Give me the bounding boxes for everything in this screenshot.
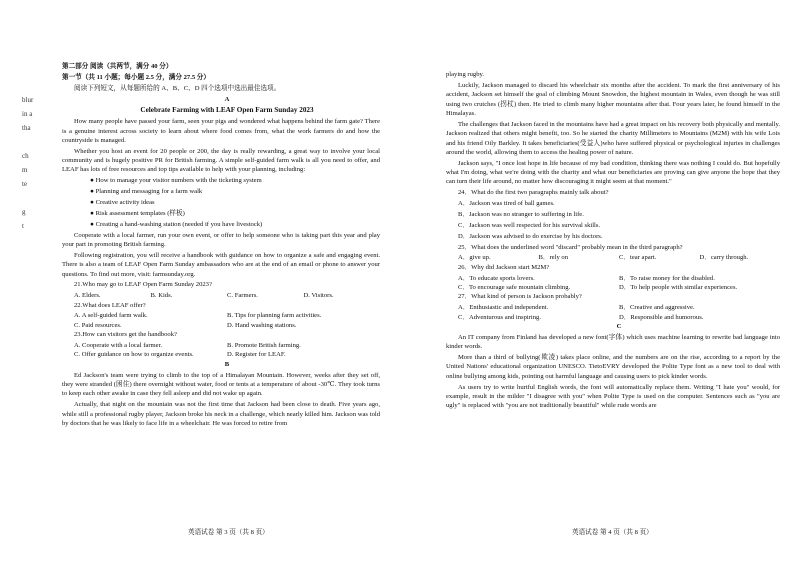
passage-b-letter: B bbox=[224, 360, 230, 368]
options-21 bbox=[74, 291, 380, 300]
left-column bbox=[62, 62, 380, 430]
option: C. Farmers. bbox=[227, 292, 258, 300]
option: B. Tips for planning farm activities. bbox=[227, 312, 322, 320]
paragraph: How many people have passed your farm, seen your pigs and wondered what happens behind the farm gate? There is a genuine interest across society to learn about where food comes from, what the work farmers do and how the countryside is managed. bbox=[62, 118, 380, 144]
section-heading: 第二部分 阅读（共两节，满分 40 分） bbox=[62, 63, 173, 70]
question-21: 21.Who may go to LEAF Open Farm Sunday 2023? bbox=[74, 281, 212, 289]
option: A. A self-guided farm walk. bbox=[74, 312, 148, 320]
bullet-item: ● Creative activity ideas bbox=[90, 199, 155, 207]
margin-note bbox=[22, 194, 38, 208]
option: B．Creative and aggressive. bbox=[619, 304, 695, 312]
paragraph: The challenges that Jackson faced in the mountains have had a great impact on his recovery both physically and mentally. Jackson realized that others might benefit, too. So he started the charity Millimeters to Mountains (M2M) with his wife Lois and his friend Oily Barkley. It takes beneficiaries(受益人)who have suffered physical or psychological injuries in challenges around the world, allowing them to access the healing power of nature. bbox=[446, 120, 780, 156]
question-26: 26．Why did Jackson start M2M? bbox=[458, 263, 550, 271]
subsection-heading: 第一节（共 11 小题；每小题 2.5 分，满分 27.5 分） bbox=[62, 73, 210, 81]
option: A. Elders. bbox=[74, 292, 101, 300]
option: D．Jackson was advised to do exercise by his doctors. bbox=[458, 232, 603, 240]
margin-note: te bbox=[22, 180, 28, 188]
option: A．To educate sports lovers. bbox=[458, 274, 535, 282]
passage-a-letter: A bbox=[224, 95, 230, 103]
paragraph: Following registration, you will receive a handbook with guidance on how to organize a safe and engaging event. There is also a team of LEAF Open Farm Sunday ambassadors who are at the end of an email or phone to answer your questions. To find out more, visit: farmsunday.org. bbox=[62, 251, 380, 278]
margin-note: t bbox=[22, 222, 24, 230]
option: B．Jackson was no stranger to suffering in life. bbox=[458, 211, 584, 219]
option: A．Enthusiastic and independent. bbox=[458, 304, 549, 312]
option: A．Jackson was tired of ball games. bbox=[458, 200, 555, 208]
paragraph: Jackson says, "I once lost hope in life because of my bad condition, thinking there was nothing I could do. But hopefully what I'm doing, what we're doing with the charity and what our beneficiaries are proving can give anyone the hope that they can turn their life around, no matter how discouraging it might seem at that moment." bbox=[446, 159, 780, 186]
bullet-item: ● Planning and messaging for a farm walk bbox=[90, 188, 203, 196]
option: B. Kids. bbox=[150, 292, 173, 300]
margin-note bbox=[22, 138, 38, 152]
paragraph: Whether you host an event for 20 people or 200, the day is really rewarding, a great way to involve your local community and is hugely positive PR for British farming. A simple self-guided farm walk is all you need to offer, and LEAF has lots of free resources and top tips available to help with your planning, including: bbox=[62, 147, 380, 174]
margin-note: tha bbox=[22, 124, 31, 132]
passage-a-title: Celebrate Farming with LEAF Open Farm Sunday 2023 bbox=[140, 106, 314, 115]
option: A. Cooperate with a local farmer. bbox=[74, 342, 163, 350]
option: C．To encourage safe mountain climbing. bbox=[458, 284, 571, 292]
margin-note: in a bbox=[22, 110, 33, 118]
option: C. Paid resources. bbox=[74, 321, 122, 329]
option: D．To help people with similar experiences. bbox=[619, 284, 738, 292]
option: B. Promote British farming. bbox=[227, 342, 301, 350]
options-26 bbox=[458, 274, 780, 293]
option: A．give up. bbox=[458, 254, 491, 262]
option: D. Hand washing stations. bbox=[227, 321, 297, 329]
question-27: 27．What kind of person is Jackson probably? bbox=[458, 293, 582, 301]
paragraph: Luckily, Jackson managed to discard his wheelchair six months after the accident. To mark the first anniversary of his accident, Jackson set himself the goal of climbing Mount Snowdon, the highest mountain in Wales, even though he was still using two crutches (拐杖) then. He tried to climb many higher mountains after that. Four years later, he found himself in the Himalayas. bbox=[446, 81, 780, 117]
option: C．Adventurous and inspiring. bbox=[458, 313, 541, 321]
paragraph: playing rugby. bbox=[446, 71, 485, 78]
options-23 bbox=[74, 341, 380, 360]
bullet-item: ● Creating a hand-washing station (needed if you have livestock) bbox=[90, 220, 263, 228]
option: C. Offer guidance on how to organize events. bbox=[74, 351, 194, 359]
paragraph: Ed Jackson's team were trying to climb to the top of a Himalayan Mountain. However, weeks after they set off, they were stranded (困住) there overnight without water, food or tents at a temperature of about -30℃. They took turns to keep each other awake in case they fell asleep and did not wake up again. bbox=[62, 371, 380, 398]
margin-note: m bbox=[22, 166, 28, 174]
paragraph: Actually, that night on the mountain was not the first time that Jackson had been close to death. Five years ago, while still a professional rugby player, Jackson broke his neck in a challenge, which nearly killed him. Jackson was told by doctors that he was likely to face life in a wheelchair. He was forced to retire from bbox=[62, 401, 380, 427]
option: C．Jackson was well respected for his survival skills. bbox=[458, 221, 601, 229]
option: B．rely on bbox=[538, 254, 568, 262]
paragraph: More than a third of bullying(欺凌) takes place online, and the numbers are on the rise, according to a report by the United Nations' educational organization UNESCO. TietoEVRY developed the Polite Type font as a new tool to deal with online bullying among kids, pointing out harmful language and causing users to pick kinder words. bbox=[446, 354, 780, 380]
paragraph: As users try to write hurtful English words, the font will automatically replace them. Writing "I hate you" would, for example, result in the milder "I disagree with you" when Polite Type is used on the computer. Sentences such as "you are ugly" is replaced with "you are not traditionally beautiful" while rude words are bbox=[446, 383, 780, 410]
option: B．To raise money for the disabled. bbox=[619, 274, 715, 282]
option: D．carry through. bbox=[699, 254, 749, 262]
option: D．Responsible and humorous. bbox=[619, 313, 704, 321]
bullet-item: ● Risk assessment templates (样板) bbox=[90, 209, 185, 217]
paragraph: An IT company from Finland has developed a new font(字体) which uses machine learning to rewrite bad language into kinder words. bbox=[446, 333, 780, 351]
right-column bbox=[446, 70, 780, 412]
options-25 bbox=[458, 253, 780, 262]
options-22 bbox=[74, 311, 380, 330]
option: D. Visitors. bbox=[303, 292, 334, 300]
question-24: 24．What do the first two paragraphs mainly talk about? bbox=[458, 189, 609, 197]
question-22: 22.What does LEAF offer? bbox=[74, 301, 146, 309]
margin-note: g bbox=[22, 208, 26, 216]
page-footer-left: 英语试卷 第 3 页（共 8 页） bbox=[188, 529, 269, 536]
margin-note: ch bbox=[22, 152, 29, 160]
page-footer-right: 英语试卷 第 4 页（共 8 页） bbox=[572, 529, 653, 536]
margin-note: blur bbox=[22, 96, 34, 104]
paragraph: Cooperate with a local farmer, run your own event, or offer to help someone who is taking part this year and play your part in promoting British farming. bbox=[62, 231, 380, 248]
margin-notes bbox=[22, 96, 38, 236]
instructions: 阅读下列短文，从每题所给的 A、B、C、D 四个选项中选出最佳选项。 bbox=[74, 84, 281, 92]
question-25: 25．What does the underlined word "discard" probably mean in the third paragraph? bbox=[458, 243, 683, 251]
passage-c-letter: C bbox=[616, 322, 622, 330]
options-27 bbox=[458, 303, 780, 322]
bullet-item: ● How to manage your visitor numbers with the ticketing system bbox=[90, 177, 262, 185]
option: C．tear apart. bbox=[619, 254, 657, 262]
option: D. Register for LEAF. bbox=[227, 351, 286, 359]
question-23: 23.How can visitors get the handbook? bbox=[74, 331, 177, 339]
